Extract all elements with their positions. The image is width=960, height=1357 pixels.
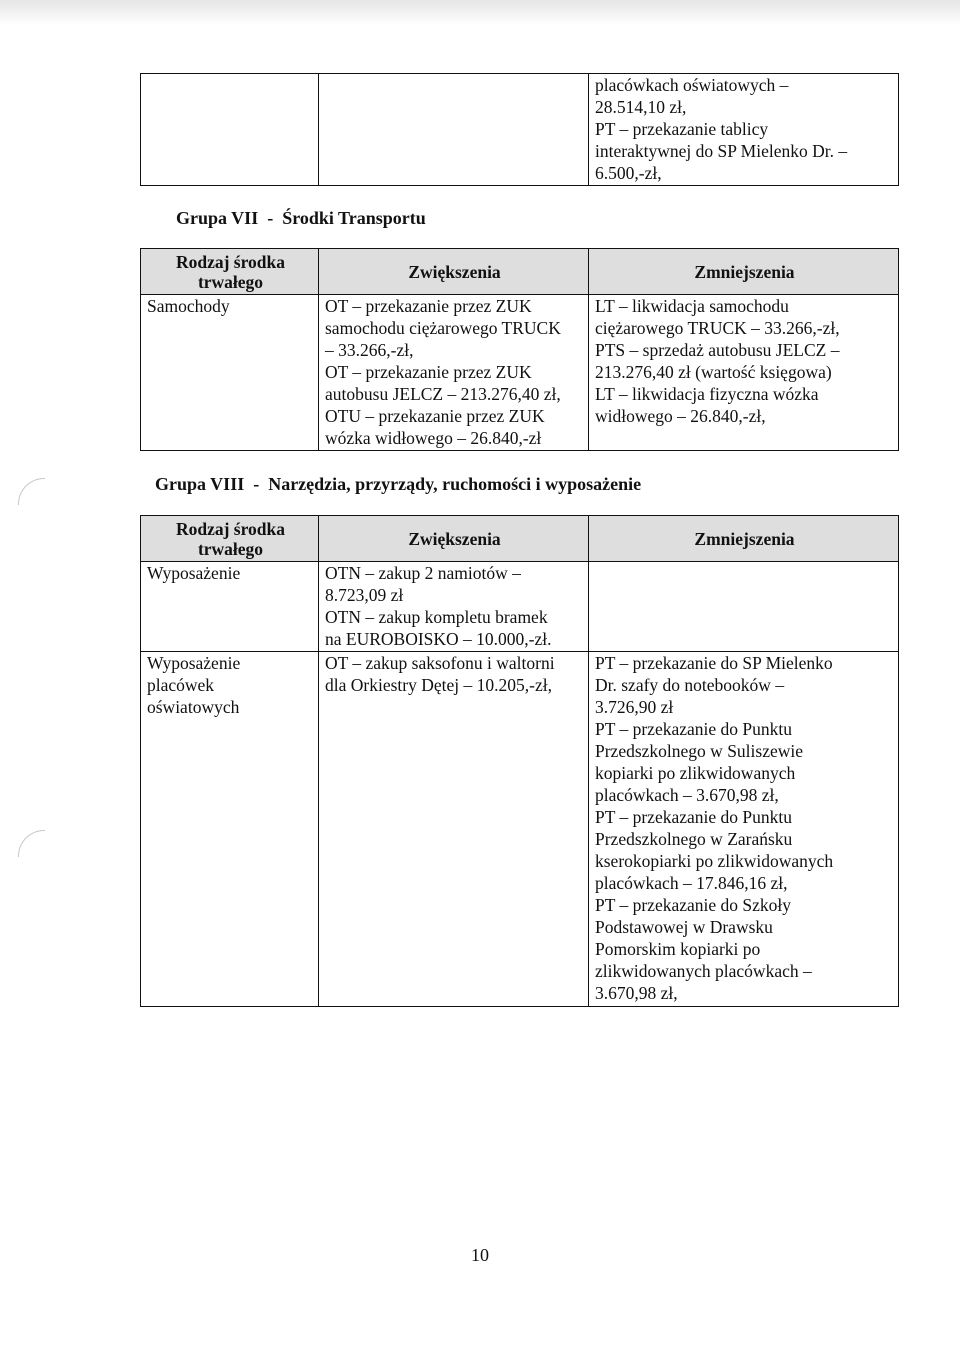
header-increases: Zwiększenia xyxy=(319,516,589,562)
table-header-row xyxy=(141,516,899,562)
decreases-cell xyxy=(589,562,899,652)
increases-cell: OT – zakup saksofonu i waltorni dla Orkiestry Dętej – 10.205,-zł, xyxy=(319,652,589,1007)
decreases-cell: placówkach oświatowych – 28.514,10 zł, PT – przekazanie tablicy interaktywnej do SP Mielenko Dr. – 6.500,-zł, xyxy=(589,74,899,186)
increases-cell: OT – przekazanie przez ZUK samochodu ciężarowego TRUCK – 33.266,-zł, OT – przekazanie przez ZUK autobusu JELCZ – 213.276,40 zł, OTU – przekazanie przez ZUK wózka widłowego – 26.840,-zł xyxy=(319,295,589,451)
group-8-table xyxy=(140,515,899,1007)
asset-type-cell: Wyposażenie placówek oświatowych xyxy=(141,652,319,1007)
group-7-table xyxy=(140,248,899,451)
punch-hole-mark-lower xyxy=(18,830,45,857)
table-row xyxy=(141,295,899,451)
asset-type-cell xyxy=(141,74,319,186)
decreases-cell: PT – przekazanie do SP Mielenko Dr. szafy do notebooków – 3.726,90 zł PT – przekazanie do Punktu Przedszkolnego w Suliszewie kopiarki po zlikwidowanych placówkach – 3.670,98 zł, PT – przekazanie do Punktu Przedszkolnego w Zarańsku kserokopiarki po zlikwidowanych placówkach – 17.846,16 zł, PT – przekazanie do Szkoły Podstawowej w Drawsku Pomorskim kopiarki po zlikwidowanych placówkach – 3.670,98 zł, xyxy=(589,652,899,1007)
header-increases: Zwiększenia xyxy=(319,249,589,295)
asset-type-cell: Wyposażenie xyxy=(141,562,319,652)
header-asset-type: Rodzaj środka trwałego xyxy=(141,516,319,562)
page-number: 10 xyxy=(471,1245,489,1265)
table-row xyxy=(141,652,899,1007)
header-asset-type: Rodzaj środka trwałego xyxy=(141,249,319,295)
increases-cell: OTN – zakup 2 namiotów – 8.723,09 zł OTN – zakup kompletu bramek na EUROBOISKO – 10.000,-zł. xyxy=(319,562,589,652)
asset-type-cell: Samochody xyxy=(141,295,319,451)
table-header-row xyxy=(141,249,899,295)
decreases-cell: LT – likwidacja samochodu ciężarowego TRUCK – 33.266,-zł, PTS – sprzedaż autobusu JELCZ – 213.276,40 zł (wartość księgowa) LT – likwidacja fizyczna wózka widłowego – 26.840,-zł, xyxy=(589,295,899,451)
punch-hole-mark-upper xyxy=(18,478,45,505)
increases-cell xyxy=(319,74,589,186)
table-row xyxy=(141,562,899,652)
scan-top-shadow xyxy=(0,0,960,26)
group-7-title: Grupa VII - Środki Transportu xyxy=(176,208,426,228)
group-8-title: Grupa VIII - Narzędzia, przyrządy, ruchomości i wyposażenie xyxy=(155,474,642,494)
header-decreases: Zmniejszenia xyxy=(589,249,899,295)
table-row xyxy=(141,74,899,186)
continuation-table xyxy=(140,73,899,186)
header-decreases: Zmniejszenia xyxy=(589,516,899,562)
